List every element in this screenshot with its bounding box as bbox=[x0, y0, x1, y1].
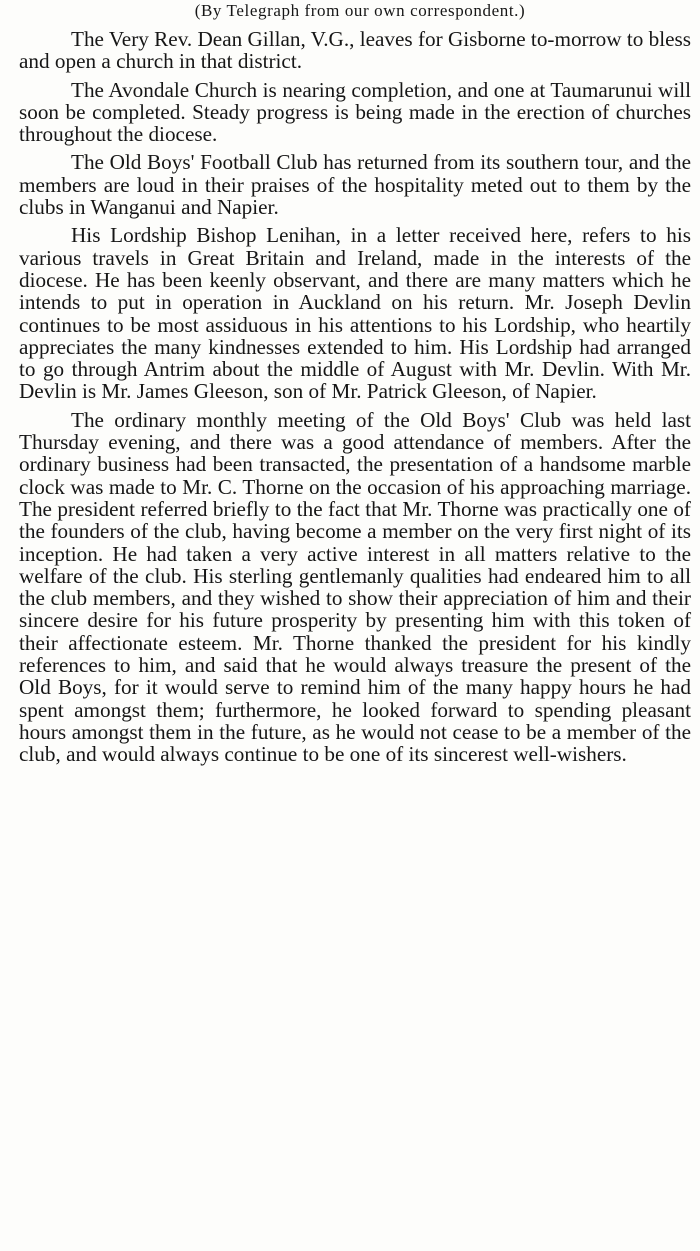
paragraph-old-boys-meeting: The ordinary monthly meeting of the Old Boys' Club was held last Thursday evening, and there was a good attendance of members. After the ordinary business had been transacted, the presentation of a handsome marble clock was made to Mr. C. Thorne on the occasion of his approaching marriage. The president referred briefly to the fact that Mr. Thorne was practically one of the founders of the club, having become a member on the very first night of its inception. He had taken a very active interest in all matters relative to the welfare of the club. His sterling gentlemanly qualities had endeared him to all the club members, and they wished to show their appreciation of him and their sincere desire for his future prosperity by presenting him with this token of their affectionate esteem. Mr. Thorne thanked the president for his kindly references to him, and said that he would always treasure the present of the Old Boys, for it would serve to remind him of the many happy hours he had spent amongst them; furthermore, he looked forward to spending pleasant hours amongst them in the future, as he would not cease to be a member of the club, and would always continue to be one of its sincerest well-wishers. bbox=[19, 407, 691, 767]
paragraph-dean-gillan: The Very Rev. Dean Gillan, V.G., leaves for Gisborne to-morrow to bless and open a church in that district. bbox=[19, 27, 691, 74]
byline: (By Telegraph from our own correspondent.) bbox=[194, 1, 526, 20]
paragraph-football-club: The Old Boys' Football Club has returned from its southern tour, and the members are loud in their praises of the hospitality meted out to them by the clubs in Wanganui and Napier. bbox=[19, 150, 691, 220]
paragraph-bishop-lenihan: His Lordship Bishop Lenihan, in a letter received here, refers to his various travels in Great Britain and Ireland, made in the interests of the diocese. He has been keenly observant, and there are many matters which he intends to put in operation in Auckland on his return. Mr. Joseph Devlin continues to be most assiduous in his attentions to his Lordship, who heartily appreciates the many kindnesses extended to him. His Lordship had arranged to go through Antrim about the middle of August with Mr. Devlin. With Mr. Devlin is Mr. James Gleeson, son of Mr. Patrick Gleeson, of Napier. bbox=[19, 223, 691, 404]
paragraph-avondale-church: The Avondale Church is nearing completion, and one at Taumarunui will soon be completed. Steady progress is being made in the erection of churches throughout the diocese. bbox=[19, 77, 691, 147]
article-column bbox=[19, 28, 691, 766]
